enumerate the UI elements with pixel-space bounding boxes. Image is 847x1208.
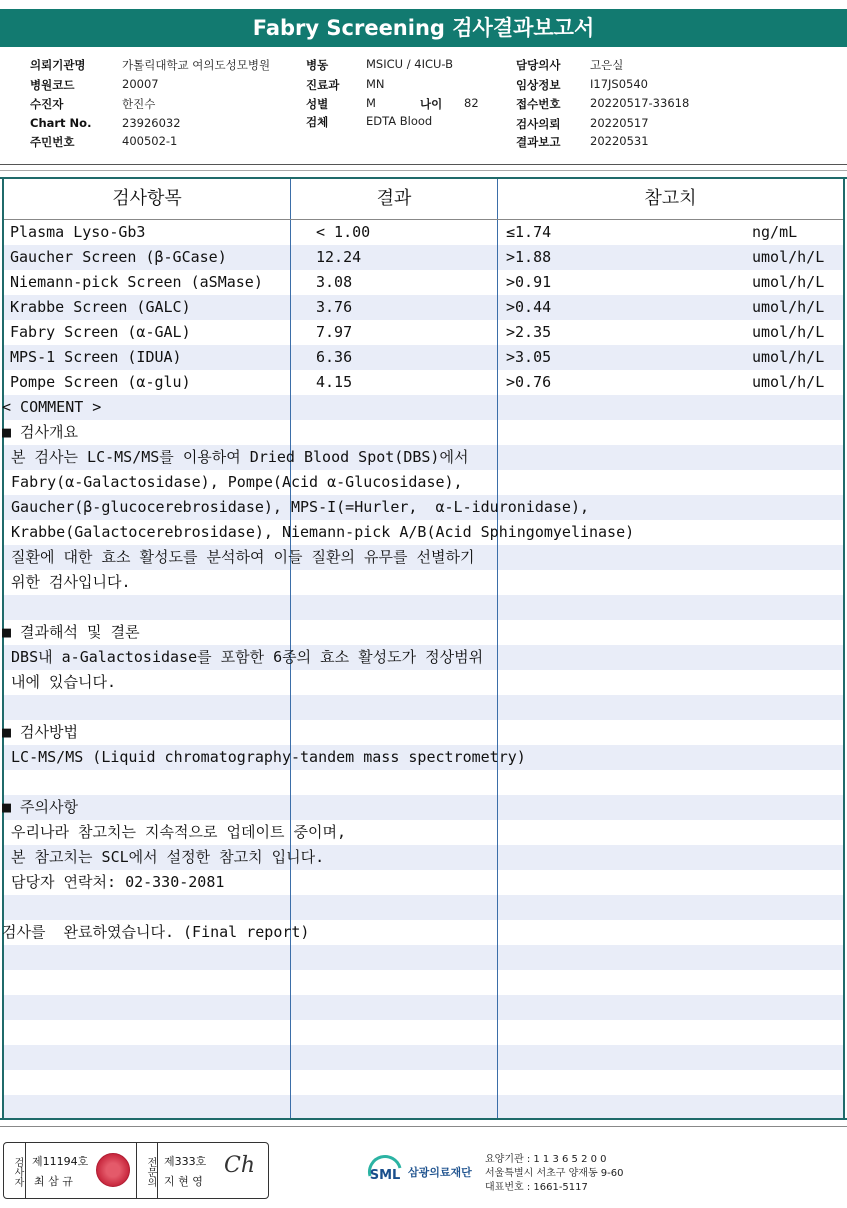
sex-value: M bbox=[366, 96, 376, 110]
test-reference: >0.91 bbox=[506, 273, 552, 291]
patient-label: 수진자 bbox=[30, 97, 64, 111]
test-reference: >0.76 bbox=[506, 373, 552, 391]
row-stripe bbox=[4, 720, 843, 745]
test-reference: >1.88 bbox=[506, 248, 552, 266]
test-name: Krabbe Screen (GALC) bbox=[10, 298, 191, 316]
patient-value: 한진수 bbox=[122, 97, 156, 111]
comment-line: DBS내 a-Galactosidase를 포함한 6종의 효소 활성도가 정상범위 bbox=[2, 648, 484, 666]
row-stripe bbox=[4, 995, 843, 1020]
contact-line-1: 요양기관 : 1 1 3 6 5 2 0 0 bbox=[485, 1154, 607, 1165]
test-name: Gaucher Screen (β-GCase) bbox=[10, 248, 227, 266]
footer bbox=[0, 1136, 847, 1208]
clinical-value: I17JS0540 bbox=[590, 77, 648, 91]
header-item: 검사항목 bbox=[112, 188, 182, 209]
age-value: 82 bbox=[464, 96, 479, 110]
chart-label: Chart No. bbox=[30, 116, 92, 130]
row-stripe bbox=[4, 1020, 843, 1045]
hospital-label: 의뢰기관명 bbox=[30, 58, 86, 72]
test-name: MPS-1 Screen (IDUA) bbox=[10, 348, 182, 366]
comment-line: ■ 주의사항 bbox=[2, 798, 79, 816]
specialist-label: 전문의 bbox=[145, 1157, 156, 1187]
org-name: 삼광의료재단 bbox=[408, 1166, 472, 1179]
row-stripe bbox=[4, 1070, 843, 1095]
test-reference: >3.05 bbox=[506, 348, 552, 366]
code-label: 병원코드 bbox=[30, 78, 75, 92]
signature-box bbox=[3, 1142, 269, 1199]
request-value: 20220517 bbox=[590, 116, 649, 130]
comment-line: 질환에 대한 효소 활성도를 분석하여 이들 질환의 유무를 선별하기 bbox=[2, 548, 475, 566]
sml-logo-text: SML bbox=[369, 1168, 401, 1183]
signature-icon: Ch bbox=[224, 1153, 256, 1178]
row-stripe bbox=[4, 595, 843, 620]
row-stripe bbox=[4, 770, 843, 795]
test-name: Fabry Screen (α-GAL) bbox=[10, 323, 191, 341]
chart-value: 23926032 bbox=[122, 116, 181, 130]
test-reference: >2.35 bbox=[506, 323, 552, 341]
comment-line: Fabry(α-Galactosidase), Pompe(Acid α-Glucosidase), bbox=[2, 473, 463, 491]
id-label: 주민번호 bbox=[30, 135, 75, 149]
signature-divider bbox=[25, 1143, 26, 1198]
test-result: 7.97 bbox=[316, 323, 353, 341]
table-border-bottom bbox=[0, 1118, 847, 1120]
row-stripe bbox=[4, 1095, 843, 1120]
row-stripe bbox=[4, 395, 843, 420]
id-value: 400502-1 bbox=[122, 134, 178, 148]
test-name: Plasma Lyso-Gb3 bbox=[10, 223, 146, 241]
test-unit: umol/h/L bbox=[752, 348, 825, 366]
report-date-value: 20220531 bbox=[590, 134, 649, 148]
test-unit: umol/h/L bbox=[752, 273, 825, 291]
test-unit: umol/h/L bbox=[752, 248, 825, 266]
footer-divider bbox=[0, 1126, 847, 1127]
report-title: Fabry Screening 검사결과보고서 bbox=[0, 9, 847, 47]
test-unit: umol/h/L bbox=[752, 373, 825, 391]
test-name: Pompe Screen (α-glu) bbox=[10, 373, 191, 391]
specimen-value: EDTA Blood bbox=[366, 114, 433, 128]
hospital-value: 가톨릭대학교 여의도성모병원 bbox=[122, 58, 271, 72]
row-stripe bbox=[4, 670, 843, 695]
header-reference: 참고치 bbox=[644, 188, 697, 209]
specialist-name: 지 현 영 bbox=[164, 1175, 203, 1188]
contact-info bbox=[485, 1153, 624, 1195]
comment-line: 내에 있습니다. bbox=[2, 673, 117, 691]
comment-line: Krabbe(Galactocerebrosidase), Niemann-pick A/B(Acid Sphingomyelinase) bbox=[2, 523, 635, 541]
signature-divider bbox=[157, 1143, 158, 1198]
inspector-label: 검사자 bbox=[12, 1157, 23, 1187]
comment-line: Gaucher(β-glucocerebrosidase), MPS-I(=Hurler, α-L-iduronidase), bbox=[2, 498, 589, 516]
receipt-value: 20220517-33618 bbox=[590, 96, 690, 110]
comment-line: < COMMENT > bbox=[2, 398, 102, 416]
row-stripe bbox=[4, 420, 843, 445]
comment-line: ■ 검사방법 bbox=[2, 723, 79, 741]
row-stripe bbox=[4, 1045, 843, 1070]
ward-label: 병동 bbox=[306, 58, 329, 72]
contact-line-2: 서울특별시 서초구 양재동 9-60 bbox=[485, 1168, 624, 1179]
dept-label: 진료과 bbox=[306, 78, 340, 92]
comment-line: 우리나라 참고치는 지속적으로 업데이트 중이며, bbox=[2, 823, 346, 841]
test-reference: ≤1.74 bbox=[506, 223, 552, 241]
comment-line: LC-MS/MS (Liquid chromatography-tandem mass spectrometry) bbox=[2, 748, 526, 766]
specimen-label: 검체 bbox=[306, 115, 329, 129]
test-result: 4.15 bbox=[316, 373, 353, 391]
sml-logo-icon bbox=[366, 1154, 404, 1192]
ward-value: MSICU / 4ICU-B bbox=[366, 57, 454, 71]
row-stripe bbox=[4, 945, 843, 970]
comment-line: 본 참고치는 SCL에서 설정한 참고치 입니다. bbox=[2, 848, 325, 866]
test-result: 6.36 bbox=[316, 348, 353, 366]
row-stripe bbox=[4, 695, 843, 720]
comment-line: 검사를 완료하였습니다. (Final report) bbox=[2, 923, 310, 941]
age-label: 나이 bbox=[420, 97, 443, 111]
dept-value: MN bbox=[366, 77, 385, 91]
row-stripe bbox=[4, 795, 843, 820]
info-divider-2 bbox=[0, 170, 847, 171]
test-unit: ng/mL bbox=[752, 223, 798, 241]
column-divider-2 bbox=[497, 179, 498, 1118]
seal-stamp-icon bbox=[96, 1153, 130, 1187]
comment-line: ■ 검사개요 bbox=[2, 423, 79, 441]
specialist-number: 제333호 bbox=[164, 1155, 207, 1168]
test-result: 3.76 bbox=[316, 298, 353, 316]
test-result: 12.24 bbox=[316, 248, 362, 266]
test-reference: >0.44 bbox=[506, 298, 552, 316]
comment-line: ■ 결과해석 및 결론 bbox=[2, 623, 140, 641]
request-label: 검사의뢰 bbox=[516, 117, 561, 131]
inspector-name: 최 삼 규 bbox=[34, 1175, 73, 1188]
table-border-right bbox=[843, 177, 845, 1120]
patient-info bbox=[0, 54, 847, 160]
code-value: 20007 bbox=[122, 77, 159, 91]
test-unit: umol/h/L bbox=[752, 323, 825, 341]
comment-line: 위한 검사입니다. bbox=[2, 573, 131, 591]
sex-label: 성별 bbox=[306, 97, 329, 111]
row-stripe bbox=[4, 970, 843, 995]
doctor-value: 고은실 bbox=[590, 58, 624, 72]
test-result: 3.08 bbox=[316, 273, 353, 291]
contact-line-3: 대표번호 : 1661-5117 bbox=[485, 1182, 588, 1193]
clinical-label: 임상정보 bbox=[516, 78, 561, 92]
info-divider bbox=[0, 164, 847, 165]
header-result: 결과 bbox=[376, 188, 412, 209]
report-date-label: 결과보고 bbox=[516, 135, 561, 149]
doctor-label: 담당의사 bbox=[516, 58, 561, 72]
results-table bbox=[0, 177, 847, 1120]
comment-line: 본 검사는 LC-MS/MS를 이용하여 Dried Blood Spot(DBS)에서 bbox=[2, 448, 469, 466]
test-name: Niemann-pick Screen (aSMase) bbox=[10, 273, 263, 291]
comment-line: 담당자 연락처: 02-330-2081 bbox=[2, 873, 225, 891]
inspector-number: 제11194호 bbox=[32, 1155, 89, 1168]
test-unit: umol/h/L bbox=[752, 298, 825, 316]
test-result: < 1.00 bbox=[316, 223, 371, 241]
row-stripe bbox=[4, 895, 843, 920]
receipt-label: 접수번호 bbox=[516, 97, 561, 111]
